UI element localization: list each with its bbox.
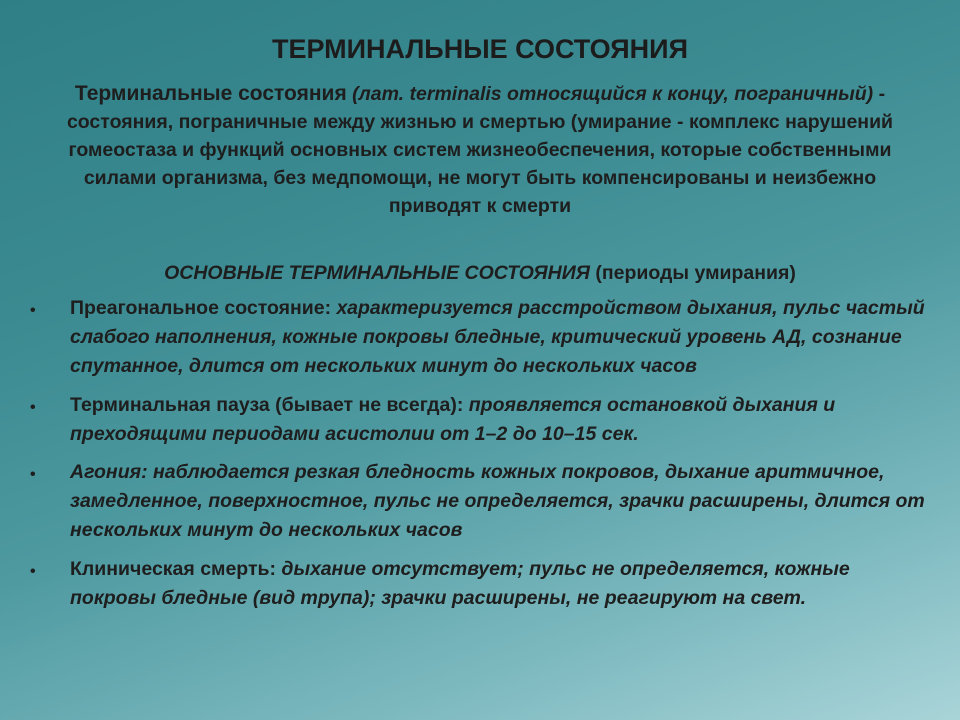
subheading-main: ОСНОВНЫЕ ТЕРМИНАЛЬНЫЕ СОСТОЯНИЯ — [164, 262, 590, 284]
subheading-note: (периоды умирания) — [595, 262, 796, 284]
bullet-icon: • — [30, 466, 36, 483]
slide-title: ТЕРМИНАЛЬНЫЕ СОСТОЯНИЯ — [271, 34, 688, 64]
item-text: характеризуется расстройством дыхания, пульс частый слабого наполнения, кожные покровы бледные, критический уровень АД, сознание спутанное, длится от нескольких минут до нескольких часов — [70, 297, 925, 377]
subheading — [0, 262, 960, 285]
intro-term: Терминальные состояния — [74, 82, 347, 105]
list-item — [30, 391, 930, 449]
intro-paragraph — [60, 80, 900, 220]
list-item — [30, 458, 930, 545]
item-text: Агония: наблюдается резкая бледность кожных покровов, дыхание аритмичное, замедленное, поверхностное, пульс не определяется, зрачки расширены, длится от нескольких минут до нескольких часов — [70, 461, 925, 541]
list-item — [30, 294, 930, 381]
item-label: Терминальная пауза (бывает не всегда): — [70, 394, 464, 416]
item-label: Клиническая смерть: — [70, 558, 276, 580]
terminal-states-list — [30, 290, 930, 613]
item-label: Преагональное состояние: — [70, 297, 332, 319]
item-text: дыхание отсутствует; пульс не определяется, кожные покровы бледные (вид трупа); зрачки расширены, не реагируют на свет. — [70, 558, 850, 609]
bullet-icon: • — [30, 399, 36, 416]
bullet-icon: • — [30, 302, 36, 319]
bullet-icon: • — [30, 563, 36, 580]
item-text: проявляется остановкой дыхания и преходящими периодами асистолии от 1–2 до 10–15 сек. — [70, 394, 836, 445]
intro-definition: - состояния, пограничные между жизнью и смертью (умирание - комплекс нарушений гомеостаза и функций основных систем жизнеобеспечения, которые собственными силами организма, без медпомощи, не могут быть компенсированы и неизбежно приводят к смерти — [66, 83, 894, 217]
list-item — [30, 555, 930, 613]
intro-latin: (лат. terminalis относящийся к концу, пограничный) — [352, 83, 874, 105]
